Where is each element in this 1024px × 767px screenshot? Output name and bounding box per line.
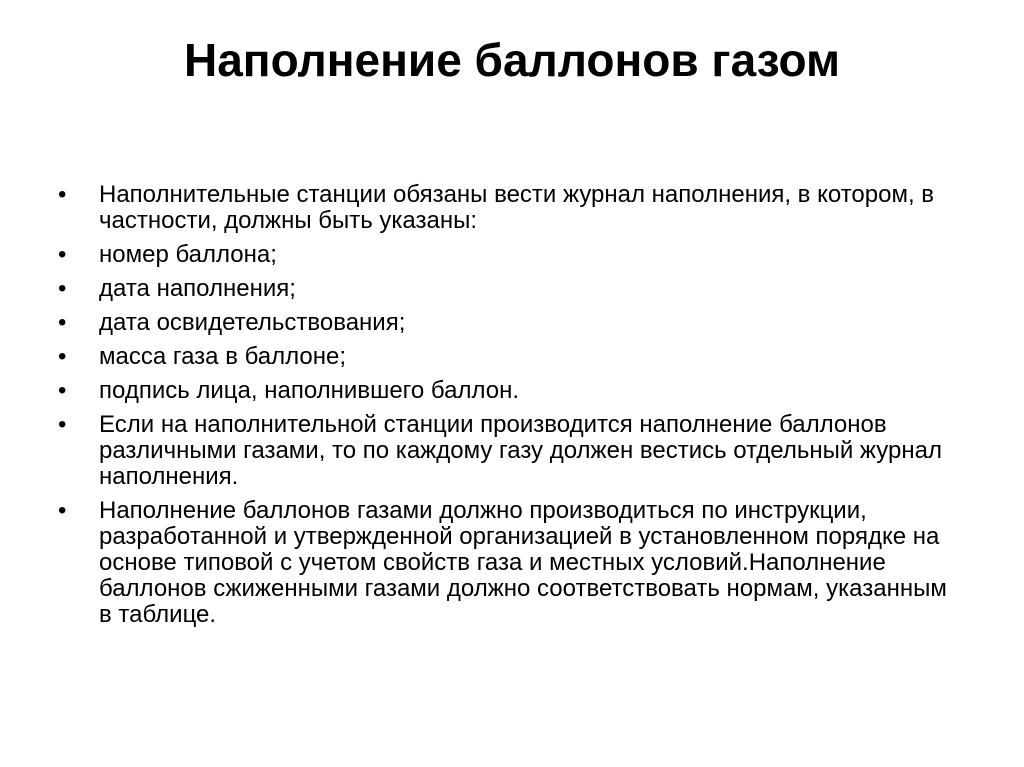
bullet-dot-icon: • — [58, 343, 67, 370]
bullet-item-journal-requirement — [58, 182, 958, 234]
bullet-text: Наполнительные станции обязаны вести журнал наполнения, в котором, в частности, должны быть указаны: — [99, 181, 935, 234]
bullet-dot-icon: • — [58, 377, 67, 404]
bullet-dot-icon: • — [58, 181, 67, 208]
bullet-text: масса газа в баллоне; — [99, 343, 347, 370]
bullet-item-inspection-date — [58, 310, 958, 336]
bullet-item-separate-journals — [58, 412, 958, 490]
bullet-text: Если на наполнительной станции производится наполнение баллонов различными газами, то по каждому газу должен вестись отдельный журнал наполнения. — [99, 411, 942, 490]
bullet-dot-icon: • — [58, 497, 67, 524]
bullet-list — [58, 182, 958, 636]
bullet-text: подпись лица, наполнившего баллон. — [99, 377, 519, 404]
bullet-item-fill-date — [58, 276, 958, 302]
slide-title: Наполнение баллонов газом — [184, 34, 840, 86]
bullet-dot-icon: • — [58, 411, 67, 438]
bullet-text: дата наполнения; — [99, 275, 296, 302]
bullet-item-cylinder-number — [58, 242, 958, 268]
bullet-item-filling-instructions — [58, 498, 958, 628]
bullet-dot-icon: • — [58, 241, 67, 268]
bullet-item-signature — [58, 378, 958, 404]
bullet-text: номер баллона; — [99, 241, 277, 268]
bullet-dot-icon: • — [58, 309, 67, 336]
bullet-text: Наполнение баллонов газами должно производиться по инструкции, разработанной и утвержденной организацией в установленном порядке на основе типовой с учетом свойств газа и местных условий.Наполнение баллонов сжиженными газами должно соответствовать нормам, указанным в таблице. — [99, 497, 947, 628]
bullet-dot-icon: • — [58, 275, 67, 302]
bullet-text: дата освидетельствования; — [99, 309, 406, 336]
bullet-item-gas-mass — [58, 344, 958, 370]
